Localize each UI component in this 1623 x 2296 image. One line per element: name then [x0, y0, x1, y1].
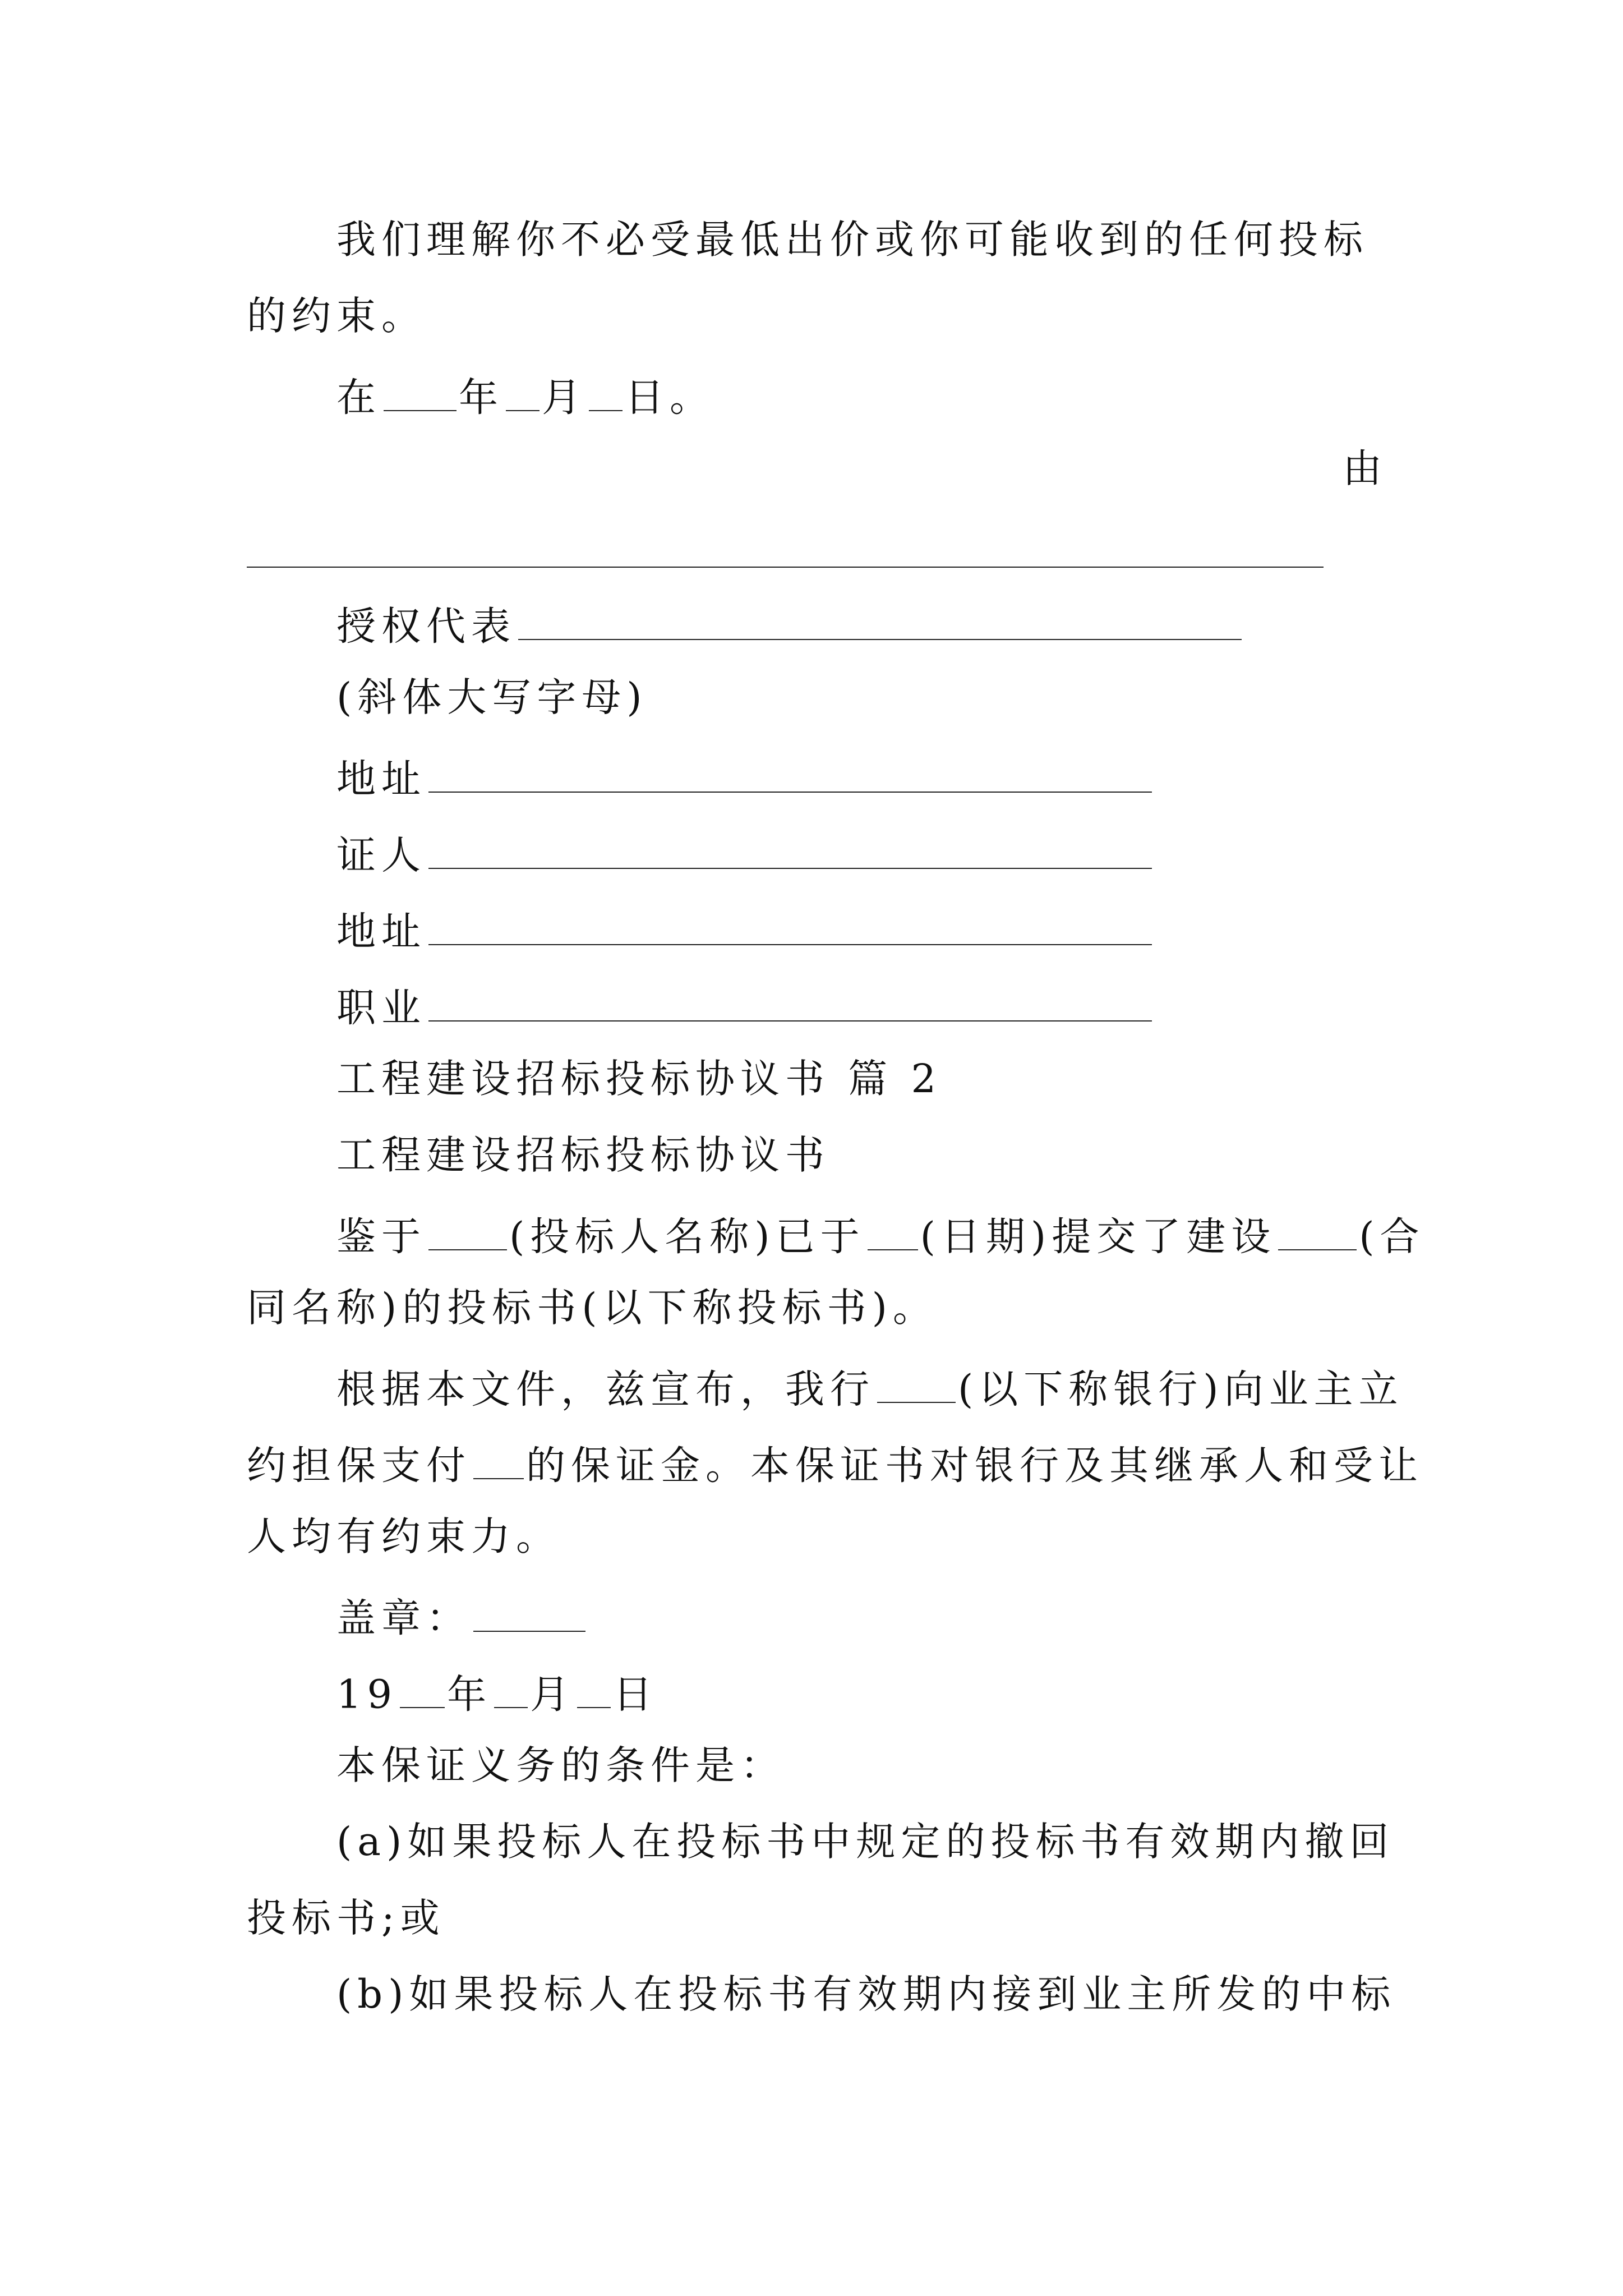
text: (投标人名称)已于 — [509, 1213, 865, 1260]
blank-underline — [384, 372, 457, 411]
text: 月 — [542, 374, 587, 421]
text: 年 — [459, 374, 504, 421]
blank-underline — [400, 1669, 445, 1708]
blank-underline — [473, 1593, 585, 1632]
text: 的约束。 — [247, 293, 426, 339]
text: 投标书;或 — [247, 1895, 445, 1941]
text: 授权代表 — [336, 603, 516, 650]
blank-underline — [428, 983, 1152, 1022]
text: 日 — [613, 1671, 658, 1718]
blank-underline — [1278, 1212, 1357, 1250]
paragraph-line — [336, 1364, 1404, 1412]
text: 工程建设招标投标协议书 — [336, 1132, 830, 1178]
text: (日期)提交了建设 — [920, 1213, 1276, 1260]
text: 19 — [336, 1671, 398, 1718]
form-line — [336, 754, 1154, 802]
blank-underline — [868, 1212, 918, 1250]
text: 日。 — [625, 374, 714, 421]
paragraph-line — [336, 1742, 785, 1788]
seal-line — [336, 1593, 588, 1641]
text: 工程建设招标投标协议书 篇 2 — [336, 1056, 942, 1102]
form-line — [336, 907, 1154, 955]
form-line — [336, 983, 1154, 1031]
text: 约担保支付 — [247, 1442, 471, 1489]
blank-underline — [518, 601, 1242, 640]
blank-underline — [577, 1669, 611, 1708]
form-line — [336, 830, 1154, 878]
text: 同名称)的投标书(以下称投标书)。 — [247, 1285, 938, 1331]
paragraph-line — [247, 293, 426, 339]
text: 在 — [336, 374, 381, 421]
date-line — [336, 1669, 658, 1718]
form-line — [336, 674, 648, 720]
by-label — [1343, 445, 1387, 491]
blank-underline — [877, 1364, 956, 1403]
paragraph-line — [336, 1212, 1425, 1260]
form-line — [336, 601, 1244, 650]
blank-underline — [428, 1212, 507, 1250]
text: 本保证义务的条件是： — [336, 1742, 785, 1788]
text: (斜体大写字母) — [336, 674, 648, 720]
text: 的保证金。本保证书对银行及其继承人和受让 — [526, 1442, 1423, 1489]
text: 根据本文件，兹宣布，我行 — [336, 1366, 875, 1412]
blank-underline — [473, 1441, 524, 1479]
blank-underline — [428, 754, 1152, 793]
text: 地址 — [336, 908, 426, 955]
text: (a)如果投标人在投标书中规定的投标书有效期内撤回 — [336, 1819, 1395, 1865]
date-line — [336, 372, 714, 421]
text: 证人 — [336, 832, 426, 878]
paragraph-line — [336, 217, 1368, 263]
text: 我们理解你不必受最低出价或你可能收到的任何投标 — [336, 217, 1368, 263]
paragraph-line — [247, 1895, 445, 1941]
text: 职业 — [336, 984, 426, 1031]
paragraph-line — [336, 1819, 1395, 1865]
paragraph-line — [336, 1971, 1396, 2017]
text: 盖章： — [336, 1595, 471, 1641]
section-heading — [336, 1056, 942, 1102]
section-title — [336, 1132, 830, 1178]
paragraph-line — [247, 1285, 938, 1331]
blank-underline — [506, 372, 540, 411]
blank-underline — [428, 907, 1152, 945]
text: 鉴于 — [336, 1213, 426, 1260]
text: 由 — [1343, 445, 1387, 491]
blank-underline — [494, 1669, 528, 1708]
blank-underline — [428, 830, 1152, 869]
paragraph-line — [247, 1513, 561, 1559]
signature-rule — [247, 567, 1324, 568]
text: 地址 — [336, 756, 426, 802]
text: (合 — [1359, 1213, 1425, 1260]
text: (以下称银行)向业主立 — [958, 1366, 1404, 1412]
blank-underline — [589, 372, 623, 411]
text: 月 — [530, 1671, 575, 1718]
text: 年 — [447, 1671, 492, 1718]
text: 人均有约束力。 — [247, 1513, 561, 1559]
text: (b)如果投标人在投标书有效期内接到业主所发的中标 — [336, 1971, 1396, 2017]
paragraph-line — [247, 1441, 1423, 1489]
